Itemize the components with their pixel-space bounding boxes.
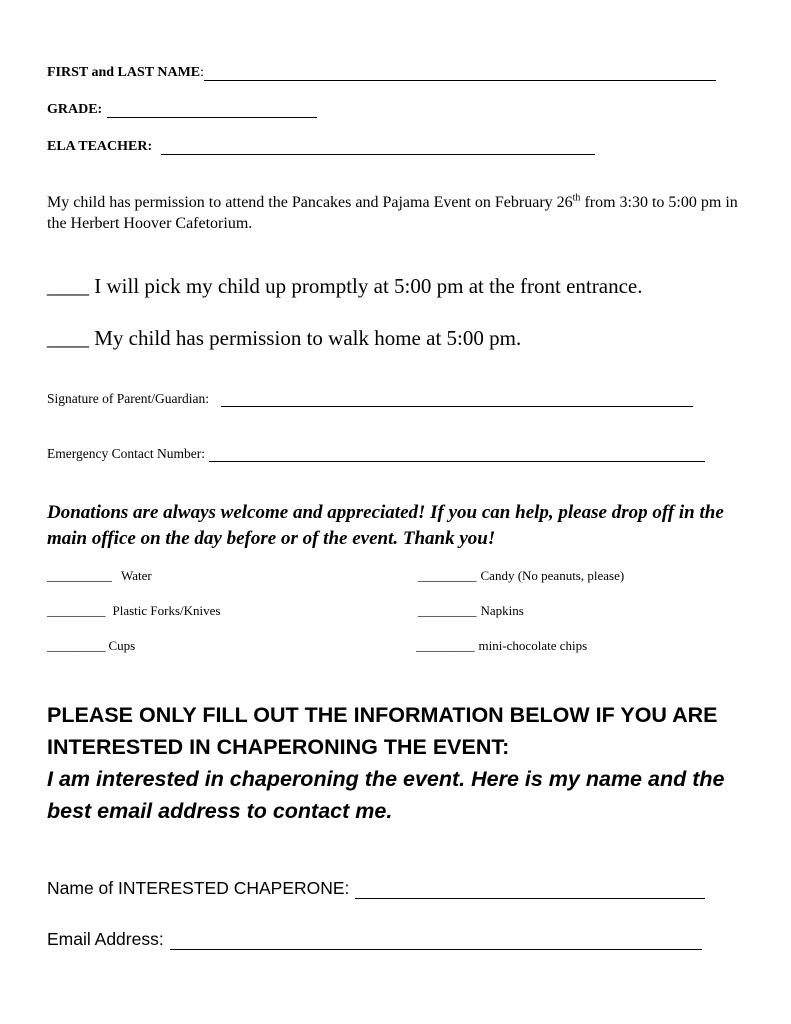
donation-item-chocolate-chips [416, 638, 587, 654]
teacher-field-row [47, 138, 595, 155]
permission-paragraph [47, 192, 757, 234]
grade-label: GRADE: [47, 102, 103, 117]
donation-item-water [47, 568, 152, 584]
donation-blank[interactable]: _________ [416, 638, 475, 653]
emergency-row [47, 445, 705, 462]
chaperone-name-row [47, 878, 705, 899]
donation-label: Water [121, 568, 152, 583]
name-input-line[interactable] [204, 64, 716, 81]
chaperone-heading: PLEASE ONLY FILL OUT THE INFORMATION BELOW IF YOU ARE INTERESTED IN CHAPERONING THE EVENT: [47, 703, 718, 759]
option-pickup-blank[interactable]: ____ [47, 274, 89, 298]
donation-blank[interactable]: _________ [418, 603, 477, 618]
option-pickup-text: I will pick my child up promptly at 5:00 pm at the front entrance. [94, 274, 643, 298]
donation-label: Cups [108, 638, 136, 653]
donation-blank[interactable]: __________ [47, 568, 112, 583]
donations-notice: Donations are always welcome and appreciated! If you can help, please drop off in the main office on the day before or of the event. Thank you! [47, 502, 724, 549]
emergency-label: Emergency Contact Number: [47, 446, 205, 461]
donation-item-forks [47, 603, 220, 619]
donation-label: Napkins [480, 603, 524, 618]
grade-input-line[interactable] [107, 101, 317, 118]
option-pickup [47, 274, 642, 299]
option-walk-text: My child has permission to walk home at 5:00 pm. [94, 326, 522, 350]
permission-text-start: My child has permission to attend the Pancakes and Pajama Event on February 26 [47, 194, 573, 211]
emergency-input-line[interactable] [209, 445, 705, 462]
chaperone-subheading: I am interested in chaperoning the event. Here is my name and the best email address to contact me. [47, 767, 725, 823]
chaperone-name-input-line[interactable] [355, 878, 705, 899]
donation-item-candy [418, 568, 624, 584]
option-walk-blank[interactable]: ____ [47, 326, 89, 350]
chaperone-name-label: Name of INTERESTED CHAPERONE: [47, 878, 350, 898]
name-colon: : [200, 65, 205, 80]
chaperone-heading-block [47, 699, 767, 827]
donation-item-napkins [418, 603, 524, 619]
donation-label: Candy (No peanuts, please) [480, 568, 625, 583]
donation-blank[interactable]: _________ [47, 603, 106, 618]
chaperone-email-input-line[interactable] [170, 929, 702, 950]
name-field-row [47, 64, 716, 81]
signature-input-line[interactable] [221, 390, 693, 407]
teacher-label: ELA TEACHER: [47, 139, 153, 154]
donation-label: mini-chocolate chips [478, 638, 588, 653]
donation-blank[interactable]: _________ [418, 568, 477, 583]
chaperone-email-label: Email Address: [47, 929, 164, 949]
donation-label: Plastic Forks/Knives [112, 603, 221, 618]
permission-text-end: from 3:30 to 5:00 pm in the Herbert Hoover Cafetorium. [47, 194, 738, 232]
grade-field-row [47, 101, 317, 118]
chaperone-email-row [47, 929, 702, 950]
option-walk-home [47, 326, 521, 351]
signature-row [47, 390, 693, 407]
permission-superscript: th [572, 192, 581, 204]
donation-item-cups [47, 638, 135, 654]
name-label: FIRST and LAST NAME [47, 65, 201, 80]
teacher-input-line[interactable] [161, 138, 595, 155]
signature-label: Signature of Parent/Guardian: [47, 391, 209, 406]
donation-blank[interactable]: _________ [47, 638, 106, 653]
